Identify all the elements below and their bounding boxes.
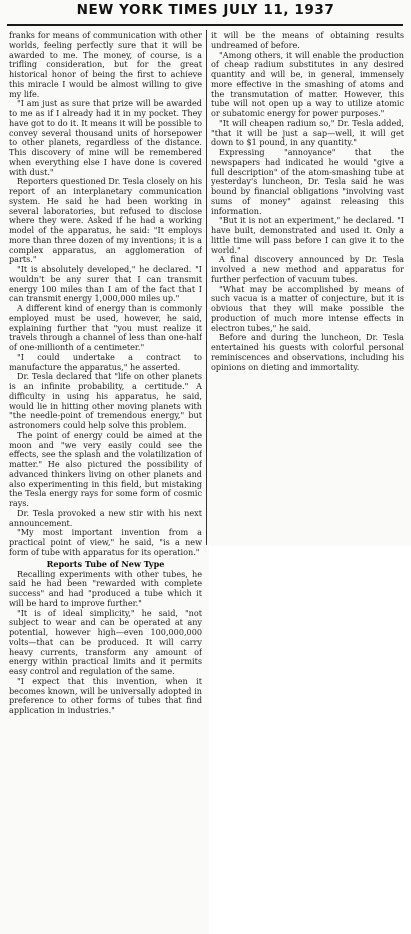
paragraph: "It will cheapen radium so," Dr. Tesla added, "that it will be just a sap—well, it will get down to $1 pound, in any quantity." — [211, 117, 404, 148]
paragraph: Before and during the luncheon, Dr. Tesla entertained his guests with colorful personal reminiscences and observations, including his opinions on dieting and immortality. — [211, 332, 404, 372]
paragraph: "I expect that this invention, when it becomes known, will be universally adopted in preference to other forms of tubes that find application in industries." — [9, 675, 202, 715]
paragraph: "I am just as sure that prize will be awarded to me as if I already had it in my pocket. They have got to do it. It means it will be possible to convey several thousand units of horsepower to other planets, regardless of the distance. This discovery of mine will be remembered when everything else I have done is covered with dust." — [9, 98, 202, 177]
paragraph: Dr. Tesla declared that "life on other planets is an infinite probability, a certitude." A difficulty in using his apparatus, he said, would lie in hitting other moving planets with "the needle-point of tremendous energy," but astronomers could help solve this problem. — [9, 371, 202, 430]
paragraph: "I could undertake a contract to manufacture the apparatus," he asserted. — [9, 351, 202, 372]
paragraph: franks for means of communication with other worlds, feeling perfectly sure that it will be awarded to me. The money, of course, is a trifling consideration, but for the great historical honor of being the first to achieve this miracle I would be almost willing to give my life. — [9, 31, 202, 99]
paragraph: Reporters questioned Dr. Tesla closely on his report of an interplanetary communication system. He said he had been working in several laboratories, but refused to disclose where they were. Asked if he had a working model of the apparatus, he said: "It employs more than three dozen of my inventions; it is a complex apparatus, an agglomeration of parts." — [9, 176, 202, 265]
masthead-rule — [7, 24, 403, 26]
column-divider — [206, 30, 207, 545]
paragraph: "But it is not an experiment," he declared. "I have built, demonstrated and used it. Only a little time will pass before I can give it to the world." — [211, 215, 404, 255]
paragraph: "It is absolutely developed," he declared. "I wouldn't be any surer that I can transmit energy 100 miles than I am of the fact that I can transmit energy 1,000,000 miles up." — [9, 264, 202, 304]
right-column — [211, 31, 404, 571]
masthead: NEW YORK TIMES JULY 11, 1937 — [76, 2, 335, 18]
paragraph: "My most important invention from a practical point of view," he said, "is a new form of tube with apparatus for its operation." — [9, 527, 202, 557]
left-column — [9, 31, 202, 931]
paragraph: Recalling experiments with other tubes, he said he had been "rewarded with complete success" and had "produced a tube which it will be hard to improve further." — [9, 568, 202, 608]
blank-area — [209, 546, 411, 934]
paragraph: A different kind of energy than is commonly employed must be used, however, he said, explaining further that "you must realize it travels through a channel of less than one-half of one-millionth of a centimeter." — [9, 303, 202, 352]
paragraph: The point of energy could be aimed at the moon and "we very easily could see the effects, see the splash and the volatilization of matter." He also pictured the possibility of advanced thinkers living on other planets and also experimenting in this field, but mistaking the Tesla energy rays for some form of cosmic rays. — [9, 429, 202, 508]
paragraph: "It is of ideal simplicity," he said, "not subject to wear and can be operated at any potential, however high—even 100,000,000 volts—that can be produced. It will carry heavy currents, transform any amount of energy within practical limits and it permits easy control and regulation of the same. — [9, 607, 202, 676]
paragraph: Expressing "annoyance" that the newspapers had indicated he would "give a full description" of the atom-smashing tube at yesterday's luncheon, Dr. Tesla said he was bound by financial obligations "involving vast sums of money" against releasing this information. — [211, 147, 404, 216]
subheading: Reports Tube of New Type — [46, 558, 165, 569]
paragraph: "Among others, it will enable the production of cheap radium substitutes in any desired quantity and will be, in general, immensely more effective in the smashing of atoms and the transmutation of matter. However, this tube will not open up a way to utilize atomic or subatomic energy for power purposes." — [211, 49, 404, 118]
paragraph: A final discovery announced by Dr. Tesla involved a new method and apparatus for further perfection of vacuum tubes. — [211, 254, 404, 284]
paragraph: "What may be accomplished by means of such vacua is a matter of conjecture, but it is obvious that they will make possible the production of much more intense effects in electron tubes," he said. — [211, 283, 404, 333]
paragraph: Dr. Tesla provoked a new stir with his next announcement. — [9, 507, 202, 528]
paragraph: it will be the means of obtaining results undreamed of before. — [211, 31, 404, 50]
